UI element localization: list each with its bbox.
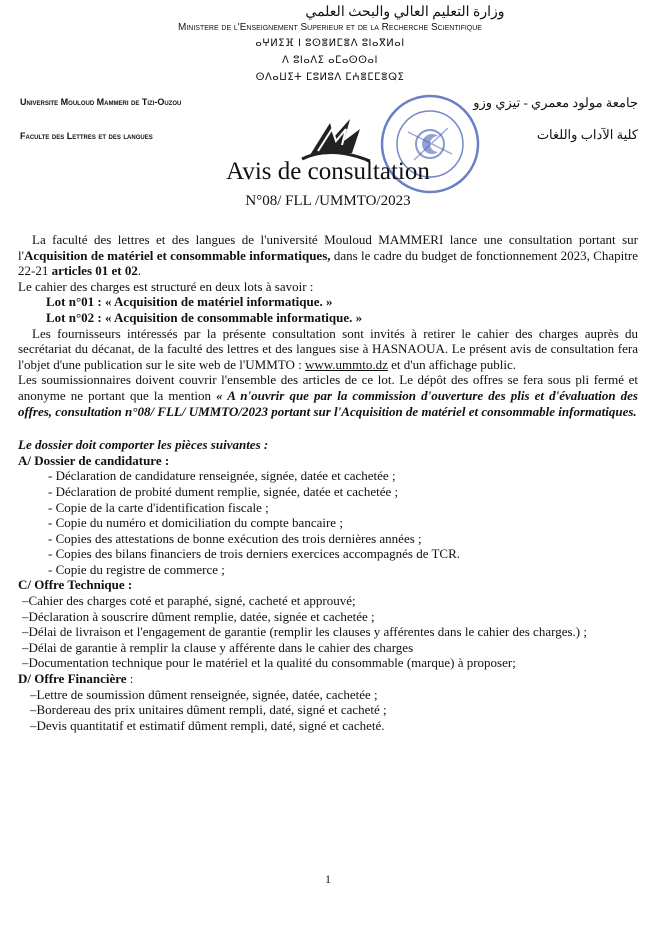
lot-2: Lot n°02 : « Acquisition de consommable informatique. » [46, 309, 363, 325]
suppliers-text-b: et d'un affichage public. [387, 356, 516, 372]
ministry-tifinagh-line-3: ⵙⴷⴰⵡⵉⵜ ⵎⵓⵍⵓⴷ ⵎⵄⴻⵎⵎⴻⵕⵉ [255, 72, 405, 83]
list-item: - Copie de la carte d'identification fiscale ; [48, 499, 269, 515]
faculty-name-french: Faculte des Lettres et des langues [20, 131, 153, 141]
dossier-heading: Le dossier doit comporter les pièces suivantes : [18, 437, 269, 453]
intro-articles: articles 01 et 02 [51, 263, 138, 279]
section-d-suffix: : [126, 671, 134, 687]
website-link[interactable]: www.ummto.dz [304, 356, 388, 372]
list-item: - Copies des attestations de bonne exécution des trois dernières années ; [48, 530, 422, 546]
list-item: –Devis quantitatif et estimatif dûment rempli, daté, signé et cacheté. [30, 717, 385, 733]
lots-intro: Le cahier des charges est structuré en deux lots à savoir : [18, 278, 314, 294]
list-item: –Délai de livraison et l'engagement de garantie (remplir les clauses y afférentes dans le cahier des charges.) ; [22, 624, 587, 640]
section-c-title: C/ Offre Technique : [18, 577, 133, 593]
list-item: - Copies des bilans financiers de trois derniers exercices accompagnés de TCR. [48, 546, 461, 562]
bidders-paragraph [18, 372, 638, 419]
list-item: - Déclaration de candidature renseignée, signée, datée et cachetée ; [48, 468, 396, 484]
ministry-tifinagh-line-1: ⴰⵖⵍⵉⴼ ⵏ ⵓⵙⴻⵍⵎⴻⴷ ⵓⵏⴰⴳⵍⴰⵏ [255, 38, 405, 49]
intro-paragraph [18, 232, 638, 279]
list-item: - Déclaration de probité dument remplie, signée, datée et cachetée ; [48, 483, 399, 499]
list-item: –Déclaration à souscrire dûment remplie, datée, signée et cachetée ; [22, 608, 375, 624]
list-item: –Lettre de soumission dûment renseignée, signée, datée, cachetée ; [30, 686, 378, 702]
list-item: - Copie du registre de commerce ; [48, 561, 225, 577]
suppliers-paragraph [18, 326, 638, 373]
notice-body [18, 232, 638, 733]
intro-text-a: La faculté des lettres et des langues de l'université Mouloud MAMMERI lance une consultation portant sur l' [18, 232, 638, 263]
lot-1: Lot n°01 : « Acquisition de matériel informatique. » [46, 294, 333, 310]
section-a-title: A/ Dossier de candidature : [18, 452, 170, 468]
ministry-arabic: وزارة التعليم العالي والبحث العلمي [305, 5, 505, 20]
intro-text-b: dans le cadre du budget de fonctionnement 2023, Chapitre 22-21 [18, 247, 638, 279]
intro-bold: Acquisition de matériel et consommable informatiques, [23, 247, 331, 263]
notice-reference: N°08/ FLL /UMMTO/2023 [245, 193, 411, 209]
bidders-mention: « A n'ouvrir que par la commission d'ouverture des plis et d'évaluation des offres, consultation n°08/ FLL/ UMMTO/2023 portant sur l'Acquisition de matériel et consommable informatiques. [18, 387, 638, 419]
university-name-arabic: جامعة مولود معمري - تيزي وزو [473, 95, 638, 110]
list-item: –Documentation technique pour le matériel et la qualité du consommable (marque) à proposer; [22, 655, 516, 671]
faculty-name-arabic: كلية الآداب واللغات [536, 127, 638, 142]
suppliers-text-a: Les fournisseurs intéressés par la présente consultation sont invités à retirer le cahier des charges auprès du secrétariat du décanat, de la faculté des lettres et des langues sise à HASNAOUA. Le présent avis de consultation fera l'objet d'une publication sur le site web de l'UMMTO : [18, 325, 638, 372]
notice-title: Avis de consultation [226, 158, 430, 185]
section-d-heading [18, 671, 638, 687]
list-item: - Copie du numéro et domiciliation du compte bancaire ; [48, 515, 343, 531]
section-d-title: D/ Offre Financière [18, 671, 127, 687]
bidders-text-a: Les soumissionnaires doivent couvrir l'ensemble des articles de ce lot. Le dépôt des offres se fera sous pli fermé et anonyme ne portant que la mention [18, 372, 638, 403]
ministry-french: Ministere de l'Enseignement Superieur et de la Recherche Scientifique [178, 22, 482, 33]
page-number: 1 [325, 872, 331, 886]
ministry-tifinagh-line-2: ⴷ ⵓⵏⴰⴷⵉ ⴰⵎⴰⵙⵙⴰⵏ [282, 55, 378, 66]
spacer [18, 419, 638, 437]
university-name-french: Universite Mouloud Mammeri de Tizi-Ouzou [20, 97, 182, 107]
list-item: –Délai de garantie à remplir la clause y afférente dans le cahier des charges [22, 639, 414, 655]
list-item: –Bordereau des prix unitaires dûment rempli, daté, signé et cacheté ; [30, 702, 387, 718]
intro-end: . [137, 263, 142, 279]
list-item: –Cahier des charges coté et paraphé, signé, cacheté et approuvé; [22, 593, 356, 609]
